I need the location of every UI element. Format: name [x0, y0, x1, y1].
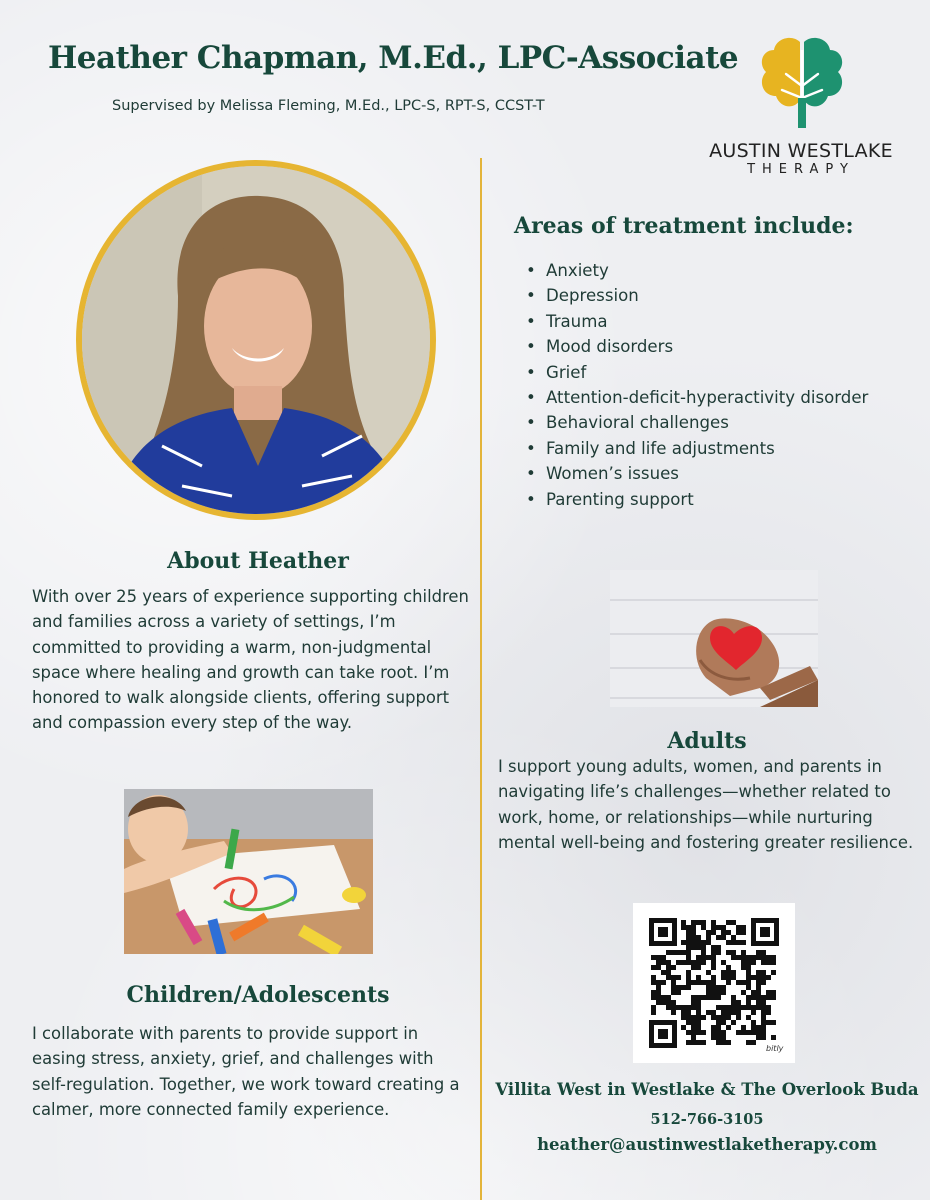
adults-photo	[610, 570, 818, 707]
email-address[interactable]: heather@austinwestlaketherapy.com	[537, 1135, 877, 1154]
list-item: • Family and life adjustments	[526, 436, 886, 461]
list-item: • Mood disorders	[526, 334, 886, 359]
list-item: • Depression	[526, 283, 886, 308]
office-locations: Villita West in Westlake & The Overlook Buda	[495, 1080, 919, 1099]
list-item: • Behavioral challenges	[526, 410, 886, 435]
children-text: I collaborate with parents to provide support in easing stress, anxiety, grief, and challenges with self-regulation. Together, we work toward creating a calmer, more connected family experience.	[32, 1024, 460, 1119]
list-item: • Trauma	[526, 309, 886, 334]
about-text: With over 25 years of experience supporting children and families across a variety of settings, I’m committed to providing a warm, non-judgmental space where healing and growth can take root. I’m honored to walk alongside clients, offering support and compassion every step of the way.	[32, 587, 469, 733]
areas-heading: Areas of treatment include:	[514, 213, 854, 239]
children-photo	[124, 789, 373, 954]
qr-code[interactable]	[633, 903, 795, 1063]
list-item: • Parenting support	[526, 487, 886, 512]
tree-logo-icon	[758, 36, 846, 132]
adults-text: I support young adults, women, and parents in navigating life’s challenges—whether related to work, home, or relationships—while nurturing mental well-being and fostering greater resilience.	[498, 757, 914, 852]
phone-number[interactable]: 512-766-3105	[650, 1111, 764, 1128]
list-item: • Women’s issues	[526, 461, 886, 486]
qr-label: bitly	[766, 1044, 784, 1053]
page-title: Heather Chapman, M.Ed., LPC-Associate	[48, 40, 739, 76]
about-heading: About Heather	[167, 548, 349, 574]
brand-logo	[690, 36, 912, 186]
list-item: • Attention-deficit-hyperactivity disorder	[526, 385, 886, 410]
treatment-list	[526, 258, 886, 512]
column-divider	[480, 158, 482, 1200]
logo-subtitle: THERAPY	[747, 162, 855, 177]
portrait-photo	[76, 160, 436, 520]
children-heading: Children/Adolescents	[126, 982, 390, 1008]
list-item: • Anxiety	[526, 258, 886, 283]
logo-name: AUSTIN WESTLAKE	[709, 140, 893, 162]
supervisor-line: Supervised by Melissa Fleming, M.Ed., LPC-S, RPT-S, CCST-T	[112, 98, 545, 114]
adults-heading: Adults	[667, 728, 747, 754]
list-item: • Grief	[526, 360, 886, 385]
